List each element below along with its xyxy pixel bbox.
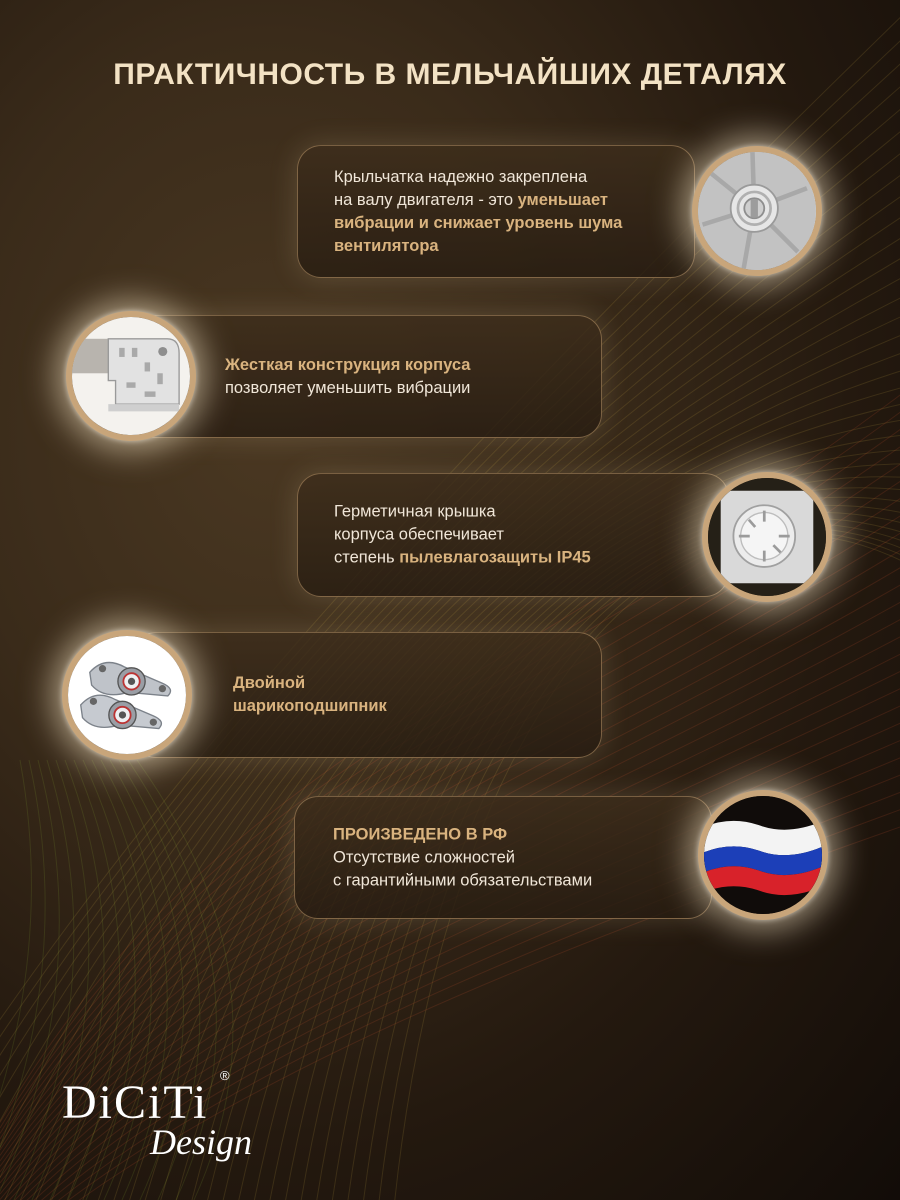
highlighted-text: шарикоподшипник xyxy=(233,697,387,715)
feature-text xyxy=(334,166,622,258)
feature-text-line xyxy=(333,823,592,846)
logo-brand-text: DiCiTi xyxy=(62,1076,209,1129)
feature-card-impeller xyxy=(297,145,695,278)
feature-card-bearing xyxy=(132,632,602,758)
highlighted-text: ПРОИЗВЕДЕНО В РФ xyxy=(333,825,508,843)
plain-text: на валу двигателя - это xyxy=(334,190,518,209)
feature-text-line xyxy=(334,189,622,212)
plain-text: Отсутствие сложностей xyxy=(333,848,516,866)
highlighted-text: пылевлагозащиты IP45 xyxy=(399,548,591,567)
feature-card-made-in-russia xyxy=(294,796,712,919)
rigid-housing-icon xyxy=(66,311,196,441)
plain-text: Герметичная крышка xyxy=(334,502,496,521)
highlighted-text: вентилятора xyxy=(334,236,439,255)
feature-text-line xyxy=(225,354,470,377)
highlighted-text: Двойной xyxy=(233,674,306,692)
feature-text xyxy=(225,354,470,400)
feature-text-line xyxy=(333,869,592,892)
plain-text: степень xyxy=(334,548,400,567)
feature-text-line xyxy=(225,377,470,400)
feature-text-line xyxy=(334,166,622,189)
feature-text-line xyxy=(333,846,592,869)
feature-card-cover xyxy=(297,473,729,597)
feature-text-line xyxy=(334,524,591,547)
feature-text-line xyxy=(334,547,591,570)
plain-text: позволяет уменьшить вибрации xyxy=(225,378,471,397)
feature-text-line xyxy=(233,672,387,695)
feature-text-line xyxy=(233,695,387,718)
feature-card-housing xyxy=(132,315,602,438)
plain-text: Крыльчатка надежно закреплена xyxy=(334,167,588,186)
feature-text xyxy=(334,501,591,570)
feature-text-line xyxy=(334,235,622,258)
highlighted-text: вибрации и снижает уровень шума xyxy=(334,213,623,232)
highlighted-text: уменьшает xyxy=(517,190,609,209)
registered-mark: ® xyxy=(220,1068,230,1083)
highlighted-text: Жесткая конструкция корпуса xyxy=(225,355,471,374)
impeller-hub-icon xyxy=(692,146,822,276)
page-title: ПРАКТИЧНОСТЬ В МЕЛЬЧАЙШИХ ДЕТАЛЯХ xyxy=(113,58,787,91)
plain-text: корпуса обеспечивает xyxy=(334,525,504,544)
sealed-cover-icon xyxy=(702,472,832,602)
logo-design-text: Design xyxy=(150,1122,252,1162)
brand-logo xyxy=(62,1068,272,1168)
feature-text-line xyxy=(334,212,622,235)
feature-text-line xyxy=(334,501,591,524)
feature-text xyxy=(333,823,592,892)
plain-text: с гарантийными обязательствами xyxy=(333,871,593,889)
russian-flag-icon xyxy=(698,790,828,920)
feature-text xyxy=(233,672,387,718)
ball-bearing-icon xyxy=(62,630,192,760)
